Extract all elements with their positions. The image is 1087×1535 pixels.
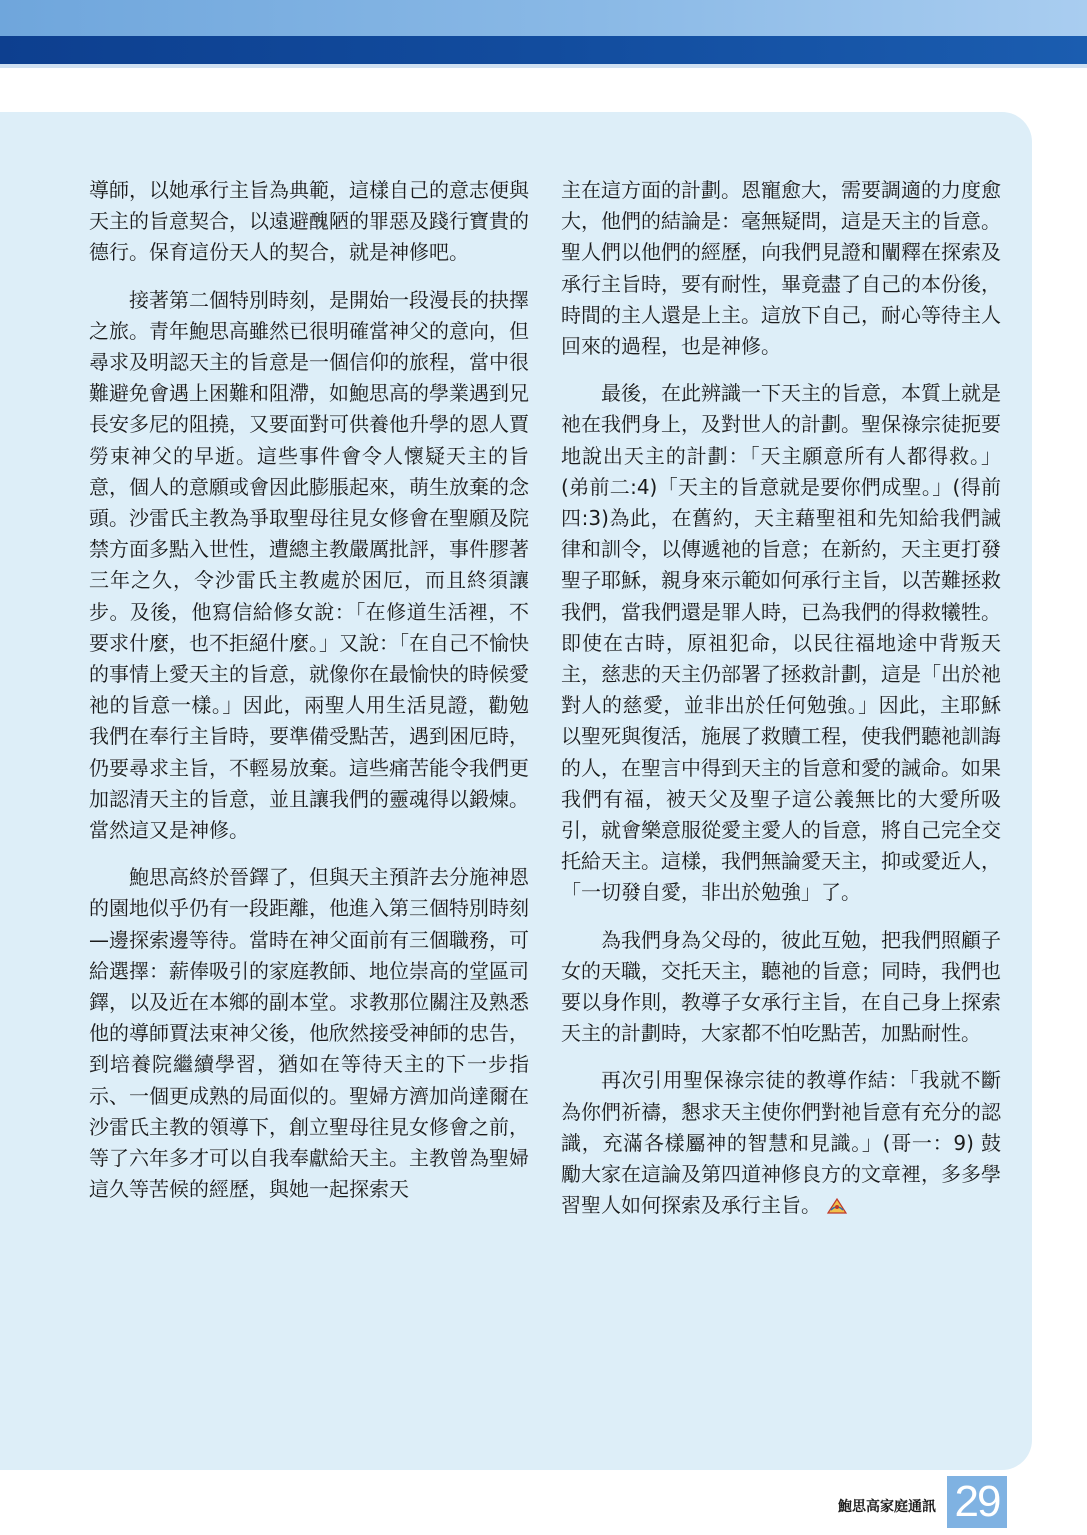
header-stripe bbox=[0, 36, 1087, 64]
publication-title: 鮑思高家庭通訊 bbox=[838, 1499, 936, 1515]
paragraph: 鮑思高終於晉鐸了，但與天主預許去分施神恩的園地似乎仍有一段距離，他進入第三個特別時刻—邊探索邊等待。當時在神父面前有三個職務，可給選擇：薪俸吸引的家庭教師、地位崇高的堂區司鐸，以及近在本鄉的副本堂。求教那位關注及熟悉他的導師賈法束神父後，他欣然接受神師的忠告，到培養院繼續學習，猶如在等待天主的下一步指示、一個更成熟的局面似的。聖婦方濟加尚達爾在沙雷氏主教的領導下，創立聖母往見女修會之前，等了六年多才可以自我奉獻給天主。主教曾為聖婦這久等苦候的經歷，與她一起探索天 bbox=[89, 865, 529, 1202]
right-column bbox=[561, 175, 1001, 1238]
left-column bbox=[89, 175, 529, 1222]
paragraph: 接著第二個特別時刻，是開始一段漫長的抉擇之旅。青年鮑思高雖然已很明確當神父的意向，但尋求及明認天主的旨意是一個信仰的旅程，當中很難避免會遇上困難和阻滯，如鮑思高的學業遇到兄長安多尼的阻撓，又要面對可供養他升學的恩人賈勞束神父的早逝。這些事件會令人懷疑天主的旨意，個人的意願或會因此膨脹起來，萌生放棄的念頭。沙雷氏主教為爭取聖母往見女修會在聖願及院禁方面多點入世性，遭總主教嚴厲批評，事件膠著三年之久，令沙雷氏主教處於困厄，而且終須讓步。及後，他寫信給修女說：「在修道生活裡，不要求什麼，也不拒絕什麼。」又說：「在自己不愉快的事情上愛天主的旨意，就像你在最愉快的時候愛祂的旨意一樣。」因此，兩聖人用生活見證，勸勉我們在奉行主旨時，要準備受點苦，遇到困厄時，仍要尋求主旨，不輕易放棄。這些痛苦能令我們更加認清天主的旨意，並且讓我們的靈魂得以鍛煉。當然這又是神修。 bbox=[89, 287, 529, 843]
page-number: 29 bbox=[954, 1477, 1000, 1526]
decorative-end-icon bbox=[825, 1195, 849, 1219]
paragraph-text: 再次引用聖保祿宗徒的教導作結：「我就不斷為你們祈禱，懇求天主使你們對祂旨意有充分的認識，充滿各樣屬神的智慧和見識。」(哥一：9) 鼓勵大家在這論及第四道神修良方的文章裡，多多學習聖人如何探索及承行主旨。 bbox=[561, 1068, 1001, 1218]
paragraph: 導師，以她承行主旨為典範，這樣自己的意志便與天主的旨意契合，以遠避醜陋的罪惡及踐行寶貴的德行。保育這份天人的契合，就是神修吧。 bbox=[89, 178, 529, 265]
header-edge bbox=[0, 64, 1087, 68]
paragraph: 最後，在此辨識一下天主的旨意，本質上就是祂在我們身上，及對世人的計劃。聖保祿宗徒扼要地說出天主的計劃：「天主願意所有人都得救。」(弟前二:4)「天主的旨意就是要你們成聖。」(得前四:3)為此，在舊約，天主藉聖祖和先知給我們誡律和訓令，以傳遞祂的旨意；在新約，天主更打發聖子耶穌，親身來示範如何承行主旨，以苦難拯救我們，當我們還是罪人時，已為我們的得救犧牲。即使在古時，原祖犯命，以民往福地途中背叛天主，慈悲的天主仍部署了拯救計劃，這是「出於祂對人的慈愛，並非出於任何勉強。」因此，主耶穌以聖死與復活，施展了救贖工程，使我們聽祂訓誨的人，在聖言中得到天主的旨意和愛的誡命。如果我們有福，被天父及聖子這公義無比的大愛所吸引，就會樂意服從愛主愛人的旨意，將自己完全交托給天主。這樣，我們無論愛天主，抑或愛近人，「一切發自愛，非出於勉強」了。 bbox=[561, 381, 1001, 905]
paragraph: 為我們身為父母的，彼此互勉，把我們照顧子女的天職，交托天主，聽祂的旨意；同時，我們也要以身作則，教導子女承行主旨，在自己身上探索天主的計劃時，大家都不怕吃點苦，加點耐性。 bbox=[561, 927, 1001, 1046]
paragraph: 主在這方面的計劃。恩寵愈大，需要調適的力度愈大，他們的結論是：毫無疑問，這是天主的旨意。聖人們以他們的經歷，向我們見證和闡釋在探索及承行主旨時，要有耐性，畢竟盡了自己的本份後，時間的主人還是上主。這放下自己，耐心等待主人回來的過程，也是神修。 bbox=[561, 178, 1001, 359]
page-number-box bbox=[947, 1476, 1007, 1528]
paragraph-final bbox=[561, 1065, 1001, 1221]
header-band bbox=[0, 0, 1087, 40]
